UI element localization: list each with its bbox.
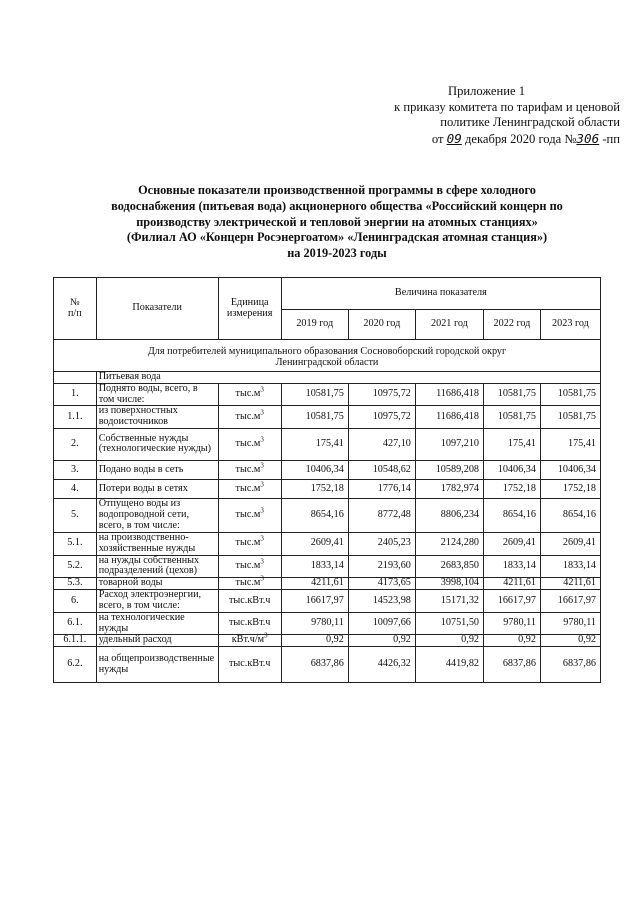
handwritten-order-number: 306 xyxy=(576,130,600,146)
appendix-title: Приложение 1 xyxy=(448,84,526,98)
order-suffix: -пп xyxy=(602,131,620,146)
row-value: 175,41 xyxy=(281,428,348,460)
row-unit xyxy=(218,532,281,555)
year-header: 2019 год xyxy=(281,310,348,340)
row-value: 0,92 xyxy=(281,635,348,647)
table-row xyxy=(54,612,601,635)
row-value: 4211,61 xyxy=(484,578,541,590)
row-number: 6.2. xyxy=(54,647,97,683)
title-line-5: на 2019-2023 годы xyxy=(287,246,387,261)
unit-text: тыс.м xyxy=(235,482,261,494)
row-indicator: на технологические нужды xyxy=(96,612,218,635)
title-line-1: Основные показатели производственной программы в сфере холодного xyxy=(138,183,536,197)
row-value: 2193,60 xyxy=(348,555,415,578)
row-value: 9780,11 xyxy=(484,612,541,635)
row-number: 1. xyxy=(54,383,97,406)
row-value: 10581,75 xyxy=(540,383,600,406)
row-value: 10975,72 xyxy=(348,406,415,429)
row-value: 4173,65 xyxy=(348,578,415,590)
unit-text: кВт.ч/м xyxy=(231,634,265,646)
unit-text: тыс.кВт.ч xyxy=(228,658,271,670)
row-indicator: Поднято воды, всего, в том числе: xyxy=(96,383,218,406)
row-value: 2609,41 xyxy=(484,532,541,555)
row-value: 11686,418 xyxy=(415,406,483,429)
row-value: 10581,75 xyxy=(281,406,348,429)
row-unit xyxy=(218,406,281,429)
row-value: 10548,62 xyxy=(348,460,415,479)
row-value: 6837,86 xyxy=(540,647,600,683)
date-middle: декабря 2020 года № xyxy=(464,131,577,146)
row-unit xyxy=(218,574,281,590)
row-value: 427,10 xyxy=(348,428,415,460)
row-value: 0,92 xyxy=(540,635,600,647)
appendix-block xyxy=(360,84,620,147)
row-number: 6.1.1. xyxy=(54,635,97,647)
row-indicator: товарной воды xyxy=(96,578,218,590)
drinking-water-header: Питьевая вода xyxy=(96,372,600,384)
table-row xyxy=(54,578,601,590)
row-unit xyxy=(218,647,281,683)
empty-cell xyxy=(54,372,97,384)
row-value: 16617,97 xyxy=(281,590,348,613)
row-unit xyxy=(218,479,281,498)
row-number: 5. xyxy=(54,498,97,532)
unit-text: тыс.м xyxy=(235,537,261,549)
row-value: 175,41 xyxy=(540,428,600,460)
row-value: 1752,18 xyxy=(281,479,348,498)
row-value: 3998,104 xyxy=(415,578,483,590)
row-unit xyxy=(218,632,281,647)
appendix-order-line: к приказу комитета по тарифам и ценовой xyxy=(394,99,620,114)
unit-superscript: 3 xyxy=(260,534,264,543)
row-value: 2405,23 xyxy=(348,532,415,555)
row-number: 2. xyxy=(54,428,97,460)
consumers-header: Для потребителей муниципального образования Сосновоборский городской округ Ленинградской области xyxy=(54,346,601,372)
year-header: 2023 год xyxy=(540,310,600,340)
table-row xyxy=(54,590,601,613)
unit-superscript: 3 xyxy=(260,480,264,489)
row-indicator: удельный расход xyxy=(96,635,218,647)
row-value: 10406,34 xyxy=(281,460,348,479)
row-value: 1752,18 xyxy=(540,479,600,498)
row-value: 8806,234 xyxy=(415,498,483,532)
row-value: 1833,14 xyxy=(281,555,348,578)
table-row xyxy=(54,406,601,429)
row-number: 4. xyxy=(54,479,97,498)
col-number-header: № п/п xyxy=(54,278,97,340)
row-indicator: Потери воды в сетях xyxy=(96,479,218,498)
date-prefix: от xyxy=(431,131,444,146)
row-indicator: Собственные нужды (технологические нужды) xyxy=(96,428,218,460)
table-row xyxy=(54,532,601,555)
unit-superscript: 3 xyxy=(260,385,264,394)
row-number: 5.2. xyxy=(54,555,97,578)
row-value: 2683,850 xyxy=(415,555,483,578)
row-value: 10097,66 xyxy=(348,612,415,635)
row-value: 10406,34 xyxy=(540,460,600,479)
row-value: 1782,974 xyxy=(415,479,483,498)
row-unit xyxy=(218,590,281,613)
row-value: 175,41 xyxy=(484,428,541,460)
unit-superscript: 3 xyxy=(260,557,264,566)
handwritten-day: 09 xyxy=(446,130,462,146)
title-line-4: (Филиал АО «Концерн Росэнергоатом» «Ленинградская атомная станция») xyxy=(126,230,548,245)
row-value: 1752,18 xyxy=(484,479,541,498)
unit-superscript: 3 xyxy=(260,408,264,417)
row-value: 11686,418 xyxy=(415,383,483,406)
unit-text: тыс.м xyxy=(235,509,261,521)
unit-superscript: 3 xyxy=(260,506,264,515)
row-unit xyxy=(218,428,281,460)
table-row xyxy=(54,479,601,498)
row-value: 9780,11 xyxy=(540,612,600,635)
row-value: 2124,280 xyxy=(415,532,483,555)
table-row xyxy=(54,460,601,479)
row-value: 16617,97 xyxy=(484,590,541,613)
row-value: 10975,72 xyxy=(348,383,415,406)
row-value: 8772,48 xyxy=(348,498,415,532)
col-value-header: Величина показателя xyxy=(281,278,600,310)
unit-superscript: 3 xyxy=(260,574,264,583)
row-number: 3. xyxy=(54,460,97,479)
row-value: 0,92 xyxy=(348,635,415,647)
unit-text: тыс.кВт.ч xyxy=(228,617,271,629)
row-value: 10581,75 xyxy=(540,406,600,429)
table-row xyxy=(54,647,601,683)
col-indicator-header: Показатели xyxy=(96,278,218,340)
row-value: 10581,75 xyxy=(281,383,348,406)
row-indicator: Отпущено воды из водопроводной сети, всего, в том числе: xyxy=(96,498,218,532)
row-indicator: Подано воды в сеть xyxy=(96,460,218,479)
year-header: 2021 год xyxy=(415,310,483,340)
row-value: 1833,14 xyxy=(540,555,600,578)
row-value: 10406,34 xyxy=(484,460,541,479)
unit-superscript: 3 xyxy=(264,632,268,641)
unit-text: тыс.м xyxy=(235,438,261,450)
table-row xyxy=(54,555,601,578)
row-unit xyxy=(218,460,281,479)
row-indicator: из поверхностных водоисточников xyxy=(96,406,218,429)
row-value: 4426,32 xyxy=(348,647,415,683)
row-value: 6837,86 xyxy=(484,647,541,683)
row-unit xyxy=(218,555,281,578)
row-value: 1833,14 xyxy=(484,555,541,578)
unit-text: тыс.м xyxy=(235,463,261,475)
row-unit xyxy=(218,383,281,406)
row-value: 4211,61 xyxy=(540,578,600,590)
row-indicator: на нужды собственных подразделений (цехов) xyxy=(96,555,218,578)
row-value: 4211,61 xyxy=(281,578,348,590)
indicators-table xyxy=(53,277,601,683)
year-header: 2020 год xyxy=(348,310,415,340)
row-number: 6.1. xyxy=(54,612,97,635)
table-row xyxy=(54,635,601,647)
table-row xyxy=(54,428,601,460)
row-number: 5.1. xyxy=(54,532,97,555)
title-line-2: водоснабжения (питьевая вода) акционерного общества «Российский концерн по xyxy=(111,198,563,213)
unit-superscript: 3 xyxy=(260,435,264,444)
unit-text: тыс.м xyxy=(235,410,261,422)
row-number: 1.1. xyxy=(54,406,97,429)
table-row xyxy=(54,498,601,532)
title-line-3: производству электрической и тепловой энергии на атомных станциях» xyxy=(136,214,538,229)
row-value: 1776,14 xyxy=(348,479,415,498)
row-value: 16617,97 xyxy=(540,590,600,613)
year-header: 2022 год xyxy=(484,310,541,340)
row-value: 8654,16 xyxy=(281,498,348,532)
row-value: 0,92 xyxy=(484,635,541,647)
row-value: 6837,86 xyxy=(281,647,348,683)
table-row xyxy=(54,383,601,406)
row-value: 2609,41 xyxy=(540,532,600,555)
row-unit xyxy=(218,612,281,635)
unit-superscript: 3 xyxy=(260,461,264,470)
row-value: 10581,75 xyxy=(484,383,541,406)
row-value: 8654,16 xyxy=(484,498,541,532)
col-unit-header: Единица измерения xyxy=(218,278,281,340)
unit-text: тыс.м xyxy=(235,388,261,400)
row-value: 9780,11 xyxy=(281,612,348,635)
appendix-committee-line: политике Ленинградской области xyxy=(440,115,620,130)
row-value: 10589,208 xyxy=(415,460,483,479)
row-value: 4419,82 xyxy=(415,647,483,683)
appendix-date-line xyxy=(360,131,620,148)
row-number: 6. xyxy=(54,590,97,613)
unit-text: тыс.м xyxy=(235,559,261,571)
unit-text: тыс.м xyxy=(235,577,261,589)
row-indicator: Расход электроэнергии, всего, в том числе: xyxy=(96,590,218,613)
row-value: 10751,50 xyxy=(415,612,483,635)
row-unit xyxy=(218,498,281,532)
row-value: 10581,75 xyxy=(484,406,541,429)
row-value: 2609,41 xyxy=(281,532,348,555)
row-value: 15171,32 xyxy=(415,590,483,613)
row-value: 8654,16 xyxy=(540,498,600,532)
unit-text: тыс.кВт.ч xyxy=(228,594,271,606)
row-indicator: на общепроизводственные нужды xyxy=(96,647,218,683)
row-value: 14523,98 xyxy=(348,590,415,613)
row-value: 1097,210 xyxy=(415,428,483,460)
row-value: 0,92 xyxy=(415,635,483,647)
row-indicator: на производственно-хозяйственные нужды xyxy=(96,532,218,555)
document-title xyxy=(76,183,598,262)
row-number: 5.3. xyxy=(54,578,97,590)
